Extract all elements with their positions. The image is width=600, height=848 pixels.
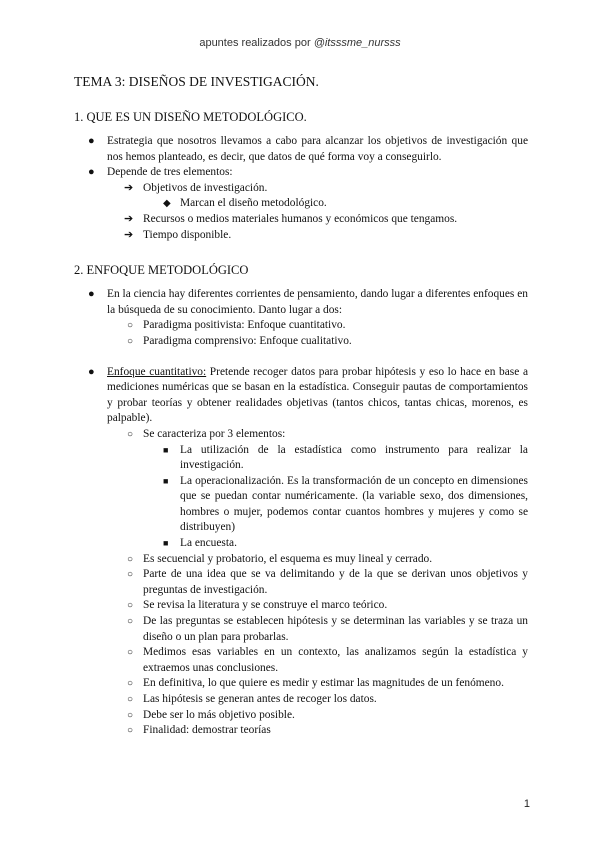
square-bullet-icon: ■ [163,475,169,486]
list-item [74,443,528,474]
section-1-heading: 1. QUE ES UN DISEÑO METODOLÓGICO. [74,110,307,124]
list-item [74,614,528,645]
list-item-text: Finalidad: demostrar teorías [143,724,271,737]
document-body [74,74,528,739]
section-2-list [74,287,528,739]
diamond-icon: ◆ [163,198,171,210]
circle-bullet-icon: ○ [127,335,134,347]
list-item-text: Objetivos de investigación. [143,181,268,194]
list-item-text: Las hipótesis se generan antes de recoger los datos. [143,693,377,705]
enfoque-cuantitativo-label: Enfoque cuantitativo: [107,365,207,378]
page-header [0,37,600,49]
square-bullet-icon: ■ [163,538,169,549]
list-item-text: Medimos esas variables en un contexto, las analizamos según la estadística y extraemos unas conclusiones. [143,646,528,674]
list-item-text: La operacionalización. Es la transformación de un concepto en dimensiones que se puedan contar numéricamente. (la variable sexo, dos dimensiones, hombres o mujer, podemos contar cuantos hombres y mujeres y como se distribuyen) [180,474,528,534]
list-item-text: Parte de una idea que se va delimitando y de la que se derivan unos objetivos y preguntas de investigación. [143,568,528,596]
circle-bullet-icon: ○ [127,569,134,581]
section-1-list [74,134,528,243]
list-item-text: Se caracteriza por 3 elementos: [143,427,286,440]
circle-bullet-icon: ○ [127,320,134,332]
list-item-text: Paradigma positivista: Enfoque cuantitativo. [143,319,346,332]
list-item-text: Debe ser lo más objetivo posible. [143,708,295,721]
circle-bullet-icon: ○ [127,616,134,628]
list-item [74,723,528,739]
list-item-text: Se revisa la literatura y se construye el marco teórico. [143,599,388,612]
circle-bullet-icon: ○ [127,428,134,440]
list-item [74,228,528,244]
circle-bullet-icon: ○ [127,553,134,565]
list-item [74,645,528,676]
section-2-heading: 2. ENFOQUE METODOLÓGICO [74,263,249,278]
list-item [74,287,528,318]
list-item [74,676,528,692]
circle-bullet-icon: ○ [127,647,134,659]
list-item-text: Tiempo disponible. [143,228,232,241]
list-item [74,318,528,334]
circle-bullet-icon: ○ [127,678,134,690]
list-item-text: La utilización de la estadística como instrumento para realizar la investigación. [180,443,528,472]
header-prefix: apuntes realizados por [199,37,311,49]
arrow-icon: ➔ [124,212,134,225]
page-number: 1 [523,798,530,810]
arrow-icon: ➔ [124,181,134,194]
list-item-text: En la ciencia hay diferentes corrientes de pensamiento, dando lugar a diferentes enfoques en la búsqueda de su conocimiento. Danto lugar a dos: [107,288,528,316]
list-item [74,552,528,568]
list-item-text: De las preguntas se establecen hipótesis y se determinan las variables y se traza un diseño o un plan para probarlas. [143,615,528,643]
list-item [74,708,528,724]
list-item-text: Pretende recoger datos para probar hipótesis y eso lo hace en base a mediciones numéricas que se basan en la estadística. Conseguir pautas de comportamientos y probar teorías y obtener realidades objetivas (tantos chicos, tantas chicas, morenos, es palpable). [107,365,528,425]
list-item-text: Es secuencial y probatorio, el esquema es muy lineal y cerrado. [143,552,433,565]
list-item [74,196,528,212]
list-item-text: Recursos o medios materiales humanos y económicos que tengamos. [143,212,458,225]
square-bullet-icon: ■ [163,444,169,455]
list-item-text: Depende de tres elementos: [107,166,233,179]
list-item [74,692,528,708]
list-item [74,474,528,536]
bullet-dot-icon: ● [88,135,95,147]
list-item-text: Estrategia que nosotros llevamos a cabo para alcanzar los objetivos de investigación que nos hemos planteado, es decir, que datos de qué forma voy a conseguirlo. [107,135,528,163]
header-handle: @itsssme_nursss [313,37,401,49]
circle-bullet-icon: ○ [127,600,134,612]
spacer [74,350,528,365]
circle-bullet-icon: ○ [127,725,134,737]
page-title: TEMA 3: DISEÑOS DE INVESTIGACIÓN. [74,74,319,89]
list-item-text: Marcan el diseño metodológico. [180,197,327,210]
list-item [74,365,528,427]
list-item [74,134,528,165]
list-item [74,536,528,552]
circle-bullet-icon: ○ [127,709,134,721]
list-item-text: La encuesta. [180,537,237,550]
list-item [74,598,528,614]
circle-bullet-icon: ○ [127,694,134,705]
list-item [74,212,528,228]
bullet-dot-icon: ● [88,365,95,378]
bullet-dot-icon: ● [88,288,95,301]
bullet-dot-icon: ● [88,166,95,179]
list-item [74,567,528,598]
list-item [74,427,528,443]
list-item [74,334,528,350]
arrow-icon: ➔ [124,228,134,241]
list-item-text: En definitiva, lo que quiere es medir y estimar las magnitudes de un fenómeno. [143,677,504,690]
list-item [74,165,528,181]
list-item [74,181,528,197]
list-item-text: Paradigma comprensivo: Enfoque cualitativo. [143,334,352,347]
